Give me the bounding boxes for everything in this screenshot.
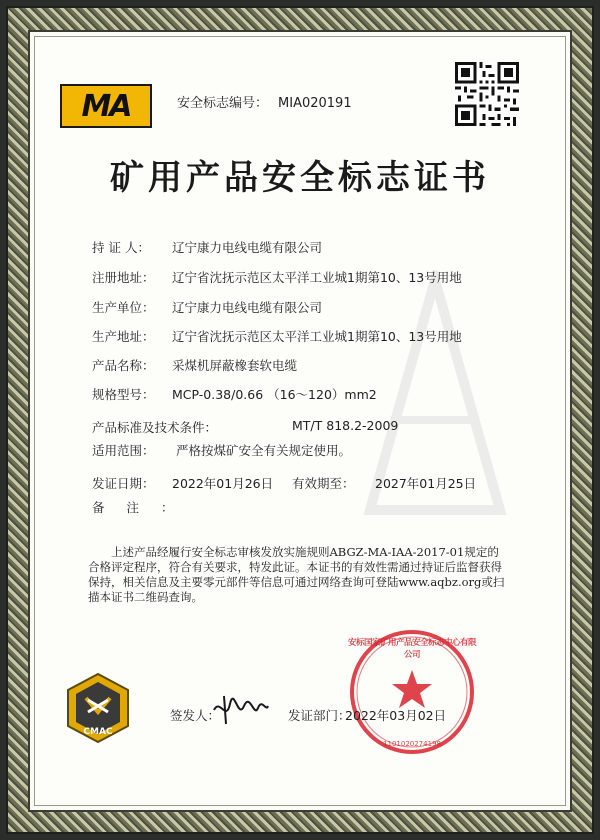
- model-label: 规格型号：: [92, 387, 155, 402]
- reg-address-row: [92, 268, 462, 286]
- certificate-number-label: 安全标志编号：: [177, 96, 269, 111]
- prod-address-value: 辽宁省沈抚示范区太平洋工业城1期第10、13号用地: [172, 329, 462, 344]
- qr-code-icon[interactable]: [455, 62, 519, 126]
- certificate-title: 矿用产品安全标志证书: [110, 158, 490, 198]
- seal-text: 安标国家矿用产品安全标志中心有限公司: [348, 638, 477, 660]
- seal-number: 1101020274198: [383, 740, 441, 748]
- reg-address-label: 注册地址：: [92, 270, 155, 285]
- holder-row: [92, 238, 323, 256]
- manufacturer-value: 辽宁康力电线电缆有限公司: [172, 300, 323, 315]
- department-label: 发证部门：: [288, 708, 351, 723]
- product-value: 采煤机屏蔽橡套软电缆: [172, 358, 298, 373]
- note-label: 备注：: [92, 500, 196, 515]
- model-value: MCP-0.38/0.66 （16～120）mm2: [172, 387, 377, 402]
- prod-address-label: 生产地址：: [92, 329, 155, 344]
- scope-label: 适用范围：: [92, 443, 155, 458]
- issue-date-value: 2022年01月26日: [172, 476, 274, 491]
- product-label: 产品名称：: [92, 358, 155, 373]
- signature-icon: [210, 690, 270, 730]
- model-row: [92, 385, 377, 403]
- manufacturer-label: 生产单位：: [92, 300, 155, 315]
- certificate-number: [177, 92, 352, 111]
- manufacturer-row: [92, 298, 323, 316]
- signer-label: 签发人：: [170, 708, 221, 723]
- valid-until-label: 有效期至：: [292, 476, 355, 491]
- cmac-logo-text: CMAC: [83, 727, 113, 737]
- issue-date-label: 发证日期：: [92, 476, 155, 491]
- valid-until-value: 2027年01月25日: [375, 476, 477, 491]
- issue-department-date: 2022年03月02日: [345, 708, 447, 723]
- holder-value: 辽宁康力电线电缆有限公司: [172, 240, 323, 255]
- standard-row: [92, 418, 399, 436]
- product-row: [92, 356, 298, 374]
- ma-logo: MA: [60, 84, 152, 128]
- standard-value: MT/T 818.2-2009: [292, 418, 399, 433]
- scope-value: 严格按煤矿安全有关规定使用。: [176, 443, 352, 458]
- standard-label: 产品标准及技术条件：: [92, 420, 218, 435]
- certificate-statement: 上述产品经履行安全标志审核发放实施规则ABGZ-MA-IAA-2017-01规定的合格评定程序，符合有关要求，特发此证。本证书的有效性需通过持证后监督获得保持，相关信息及主要零元部件等信息可通过网络查询可登陆www.aqbz.org或扫描本证书二维码查询。: [88, 545, 505, 604]
- certificate-number-value: MIA020191: [278, 96, 352, 111]
- prod-address-row: [92, 327, 462, 345]
- reg-address-value: 辽宁省沈抚示范区太平洋工业城1期第10、13号用地: [172, 270, 462, 285]
- holder-label: 持 证 人：: [92, 240, 150, 255]
- scope-row: [92, 441, 352, 459]
